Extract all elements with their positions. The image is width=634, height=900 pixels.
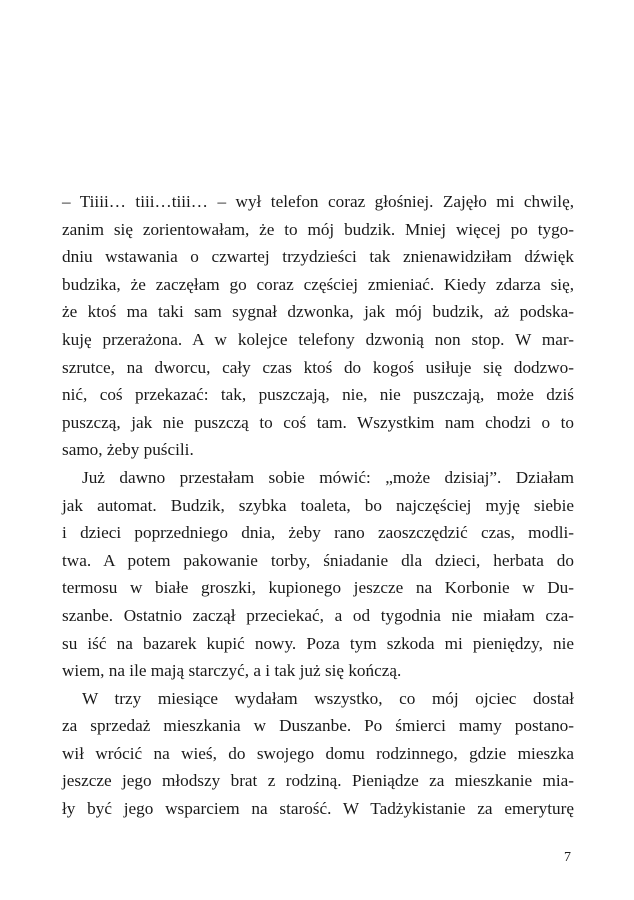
body-text <box>62 188 574 823</box>
text-line: wił wrócić na wieś, do swojego domu rodzinnego, gdzie mieszka <box>62 743 574 763</box>
text-line: jeszcze jego młodszy brat z rodziną. Pieniądze za mieszkanie mia- <box>62 771 574 791</box>
text-line: i dzieci poprzedniego dnia, żeby rano zaoszczędzić czas, modli- <box>62 523 574 543</box>
text-line: dniu wstawania o czwartej trzydzieści tak znienawidziłam dźwięk <box>62 247 574 267</box>
text-line: twa. A potem pakowanie torby, śniadanie dla dzieci, herbata do <box>62 550 574 570</box>
text-line: szrutce, na dworcu, cały czas ktoś do kogoś usiłuje się dodzwo- <box>62 357 574 377</box>
page-number: 7 <box>564 850 571 865</box>
text-line: że ktoś ma taki sam sygnał dzwonka, jak mój budzik, aż podska- <box>62 302 574 322</box>
text-line: W trzy miesiące wydałam wszystko, co mój ojciec dostał <box>82 688 574 708</box>
text-line: budzika, że zaczęłam go coraz częściej zmieniać. Kiedy zdarza się, <box>62 274 574 294</box>
text-line: su iść na bazarek kupić nowy. Poza tym szkoda mi pieniędzy, nie <box>62 633 574 653</box>
text-line: termosu w białe groszki, kupionego jeszcze na Korbonie w Du- <box>62 578 574 598</box>
text-line: – Tiiii… tiii…tiii… – wył telefon coraz głośniej. Zajęło mi chwilę, <box>62 192 574 211</box>
paragraph-1 <box>62 188 574 464</box>
text-line: szanbe. Ostatnio zaczął przeciekać, a od tygodnia nie miałam cza- <box>62 605 574 625</box>
text-line: Już dawno przestałam sobie mówić: „może dzisiaj”. Działam <box>82 467 574 487</box>
text-line: nić, coś przekazać: tak, puszczają, nie, nie puszczają, może dziś <box>62 385 574 405</box>
paragraph-3 <box>62 685 574 823</box>
text-line: zanim się zorientowałam, że to mój budzik. Mniej więcej po tygo- <box>62 219 574 239</box>
text-line: ły być jego wsparciem na starość. W Tadżykistanie za emeryturę <box>62 799 574 819</box>
text-line: samo, żeby puścili. <box>62 440 194 460</box>
text-line: jak automat. Budzik, szybka toaleta, bo najczęściej myję siebie <box>62 495 574 515</box>
text-line: za sprzedaż mieszkania w Duszanbe. Po śmierci mamy postano- <box>62 716 574 736</box>
text-line: kuję przerażona. A w kolejce telefony dzwonią non stop. W mar- <box>62 329 574 349</box>
paragraph-2 <box>62 464 574 685</box>
text-line: puszczą, jak nie puszczą to coś tam. Wszystkim nam chodzi o to <box>62 412 574 432</box>
text-line: wiem, na ile mają starczyć, a i tak już się kończą. <box>62 661 402 681</box>
